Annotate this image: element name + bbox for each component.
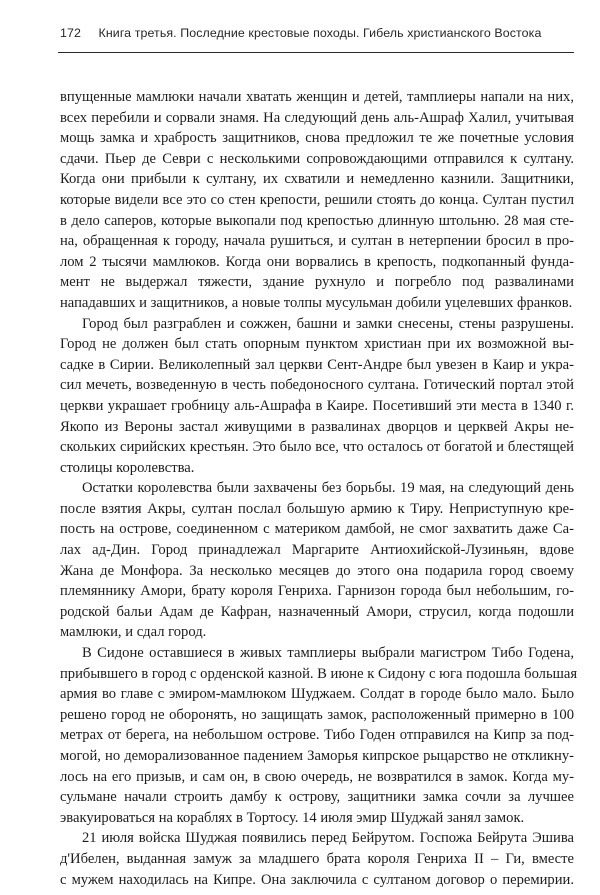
text-line: Жана де Монфора. За несколько месяцев до этого она подарила город своему xyxy=(60,562,574,579)
text-line: лом 2 тысячи мамлюков. Когда они ворвались в крепость, подкопанный фунда- xyxy=(60,253,574,270)
paragraph xyxy=(60,314,574,479)
text-line: племяннику Амори, брату короля Генриха. Гарнизон города был небольшим, го- xyxy=(60,583,574,600)
text-line: сил мечеть, возведенную в честь победоносного султана. Готический портал этой xyxy=(60,377,574,394)
text-line: 21 июля войска Шуджая появились перед Бейрутом. Госпожа Бейрута Эшива xyxy=(82,830,574,847)
text-line: Когда они прибыли к султану, их схватили и немедленно казнили. Защитники, xyxy=(60,171,574,188)
text-line: лах ад-Дин. Город принадлежал Маргарите Антиохийской-Лузиньян, вдове xyxy=(60,542,574,559)
text-line: мент не выдержал тяжести, здание рухнуло и погребло под развалинами xyxy=(60,274,574,291)
text-line: мамлюки, и сдал город. xyxy=(60,624,207,641)
text-line: эвакуироваться на кораблях в Тортосу. 14 июля эмир Шуджай занял замок. xyxy=(60,809,525,826)
page-number: 172 xyxy=(60,26,81,40)
text-line: пость на острове, соединенном с материком дамбой, не смог захватить даже Са- xyxy=(60,521,574,538)
text-line: Город не должен был стать опорным пунктом христиан при их возможной вы- xyxy=(60,336,574,353)
running-title: Книга третья. Последние крестовые походы. Гибель христианского Востока xyxy=(98,26,542,40)
text-line: метрах от берега, на небольшом острове. Тибо Годен отправился на Кипр за под- xyxy=(60,727,574,744)
text-line: садке в Сирии. Великолепный зал церкви Сент-Андре был увезен в Каир и укра- xyxy=(60,356,574,373)
text-line: столицы королевства. xyxy=(60,459,195,476)
text-line: скольких сирийских крестьян. Это было все, что осталось от богатой и блестящей xyxy=(60,439,574,456)
paragraph xyxy=(60,478,574,643)
text-line: после взятия Акры, султан послал большую армию к Тиру. Неприступную кре- xyxy=(60,500,574,517)
text-line: Остатки королевства были захвачены без борьбы. 19 мая, на следующий день xyxy=(82,480,574,497)
text-line: сульмане начали строить дамбу к острову, защитники замка сочли за лучшее xyxy=(60,789,574,806)
text-line: Якопо из Вероны застал живущими в развалинах дворцов и церквей Акры не- xyxy=(60,418,574,435)
text-line: родской бальи Адам де Кафран, назначенный Амори, струсил, когда подошли xyxy=(60,603,574,620)
text-line: впущенные мамлюки начали хватать женщин и детей, тамплиеры напали на них, xyxy=(60,89,574,105)
text-line: в дело саперов, которые выкопали под крепостью длинную штольню. 28 мая сте- xyxy=(60,212,574,229)
text-line: нападавших и защитников, а новые толпы мусульман добили уцелевших франков. xyxy=(60,294,573,311)
text-line: на, обращенная к городу, начала рушиться, и султан в нетерпении бросил в про- xyxy=(60,233,574,250)
text-line: которые видели все это со стен крепости, решили стоять до конца. Султан пустил xyxy=(60,191,574,208)
text-line: с мужем находилась на Кипре. Она заключила с султаном договор о перемирии. xyxy=(60,871,574,888)
text-line: всех перебили и сорвали знамя. На следующий день аль-Ашраф Халил, учитывая xyxy=(60,109,574,126)
text-line: мощь замка и храбрость защитников, снова предложил те же почетные условия xyxy=(60,130,574,147)
text-line: церкви украшает гробницу аль-Ашрафа в Каире. Посетивший эти места в 1340 г. xyxy=(60,397,574,414)
text-line: д'Ибелен, выданная замуж за младшего брата короля Генриха II – Ги, вместе xyxy=(60,850,574,867)
text-line: могой, но деморализованное падением Заморья кипрское рыцарство не откликну- xyxy=(60,748,574,764)
text-line: прибывшего в город с орденской казной. В июне к Сидону с юга подошла большая xyxy=(60,665,578,682)
text-line: лось на его призыв, и сам он, в свою очередь, не возвратился в замок. Когда му- xyxy=(60,768,574,785)
paragraph xyxy=(60,828,574,890)
paragraph xyxy=(60,87,574,314)
text-line: решено город не оборонять, но защищать замок, расположенный примерно в 100 xyxy=(60,706,574,723)
text-line: армия во главе с эмиром-мамлюком Шуджаем. Солдат в городе было мало. Было xyxy=(60,686,574,703)
text-line: сдачи. Пьер де Севри с несколькими сопровождающими отправился к султану. xyxy=(60,150,574,167)
text-line: Город был разграблен и сожжен, башни и замки снесены, стены разрушены. xyxy=(82,315,574,332)
text-line: В Сидоне оставшиеся в живых тамплиеры выбрали магистром Тибо Годена, xyxy=(82,645,574,662)
header-divider xyxy=(58,52,574,53)
running-header xyxy=(60,26,580,48)
body-text xyxy=(60,87,578,890)
paragraph xyxy=(60,643,578,828)
